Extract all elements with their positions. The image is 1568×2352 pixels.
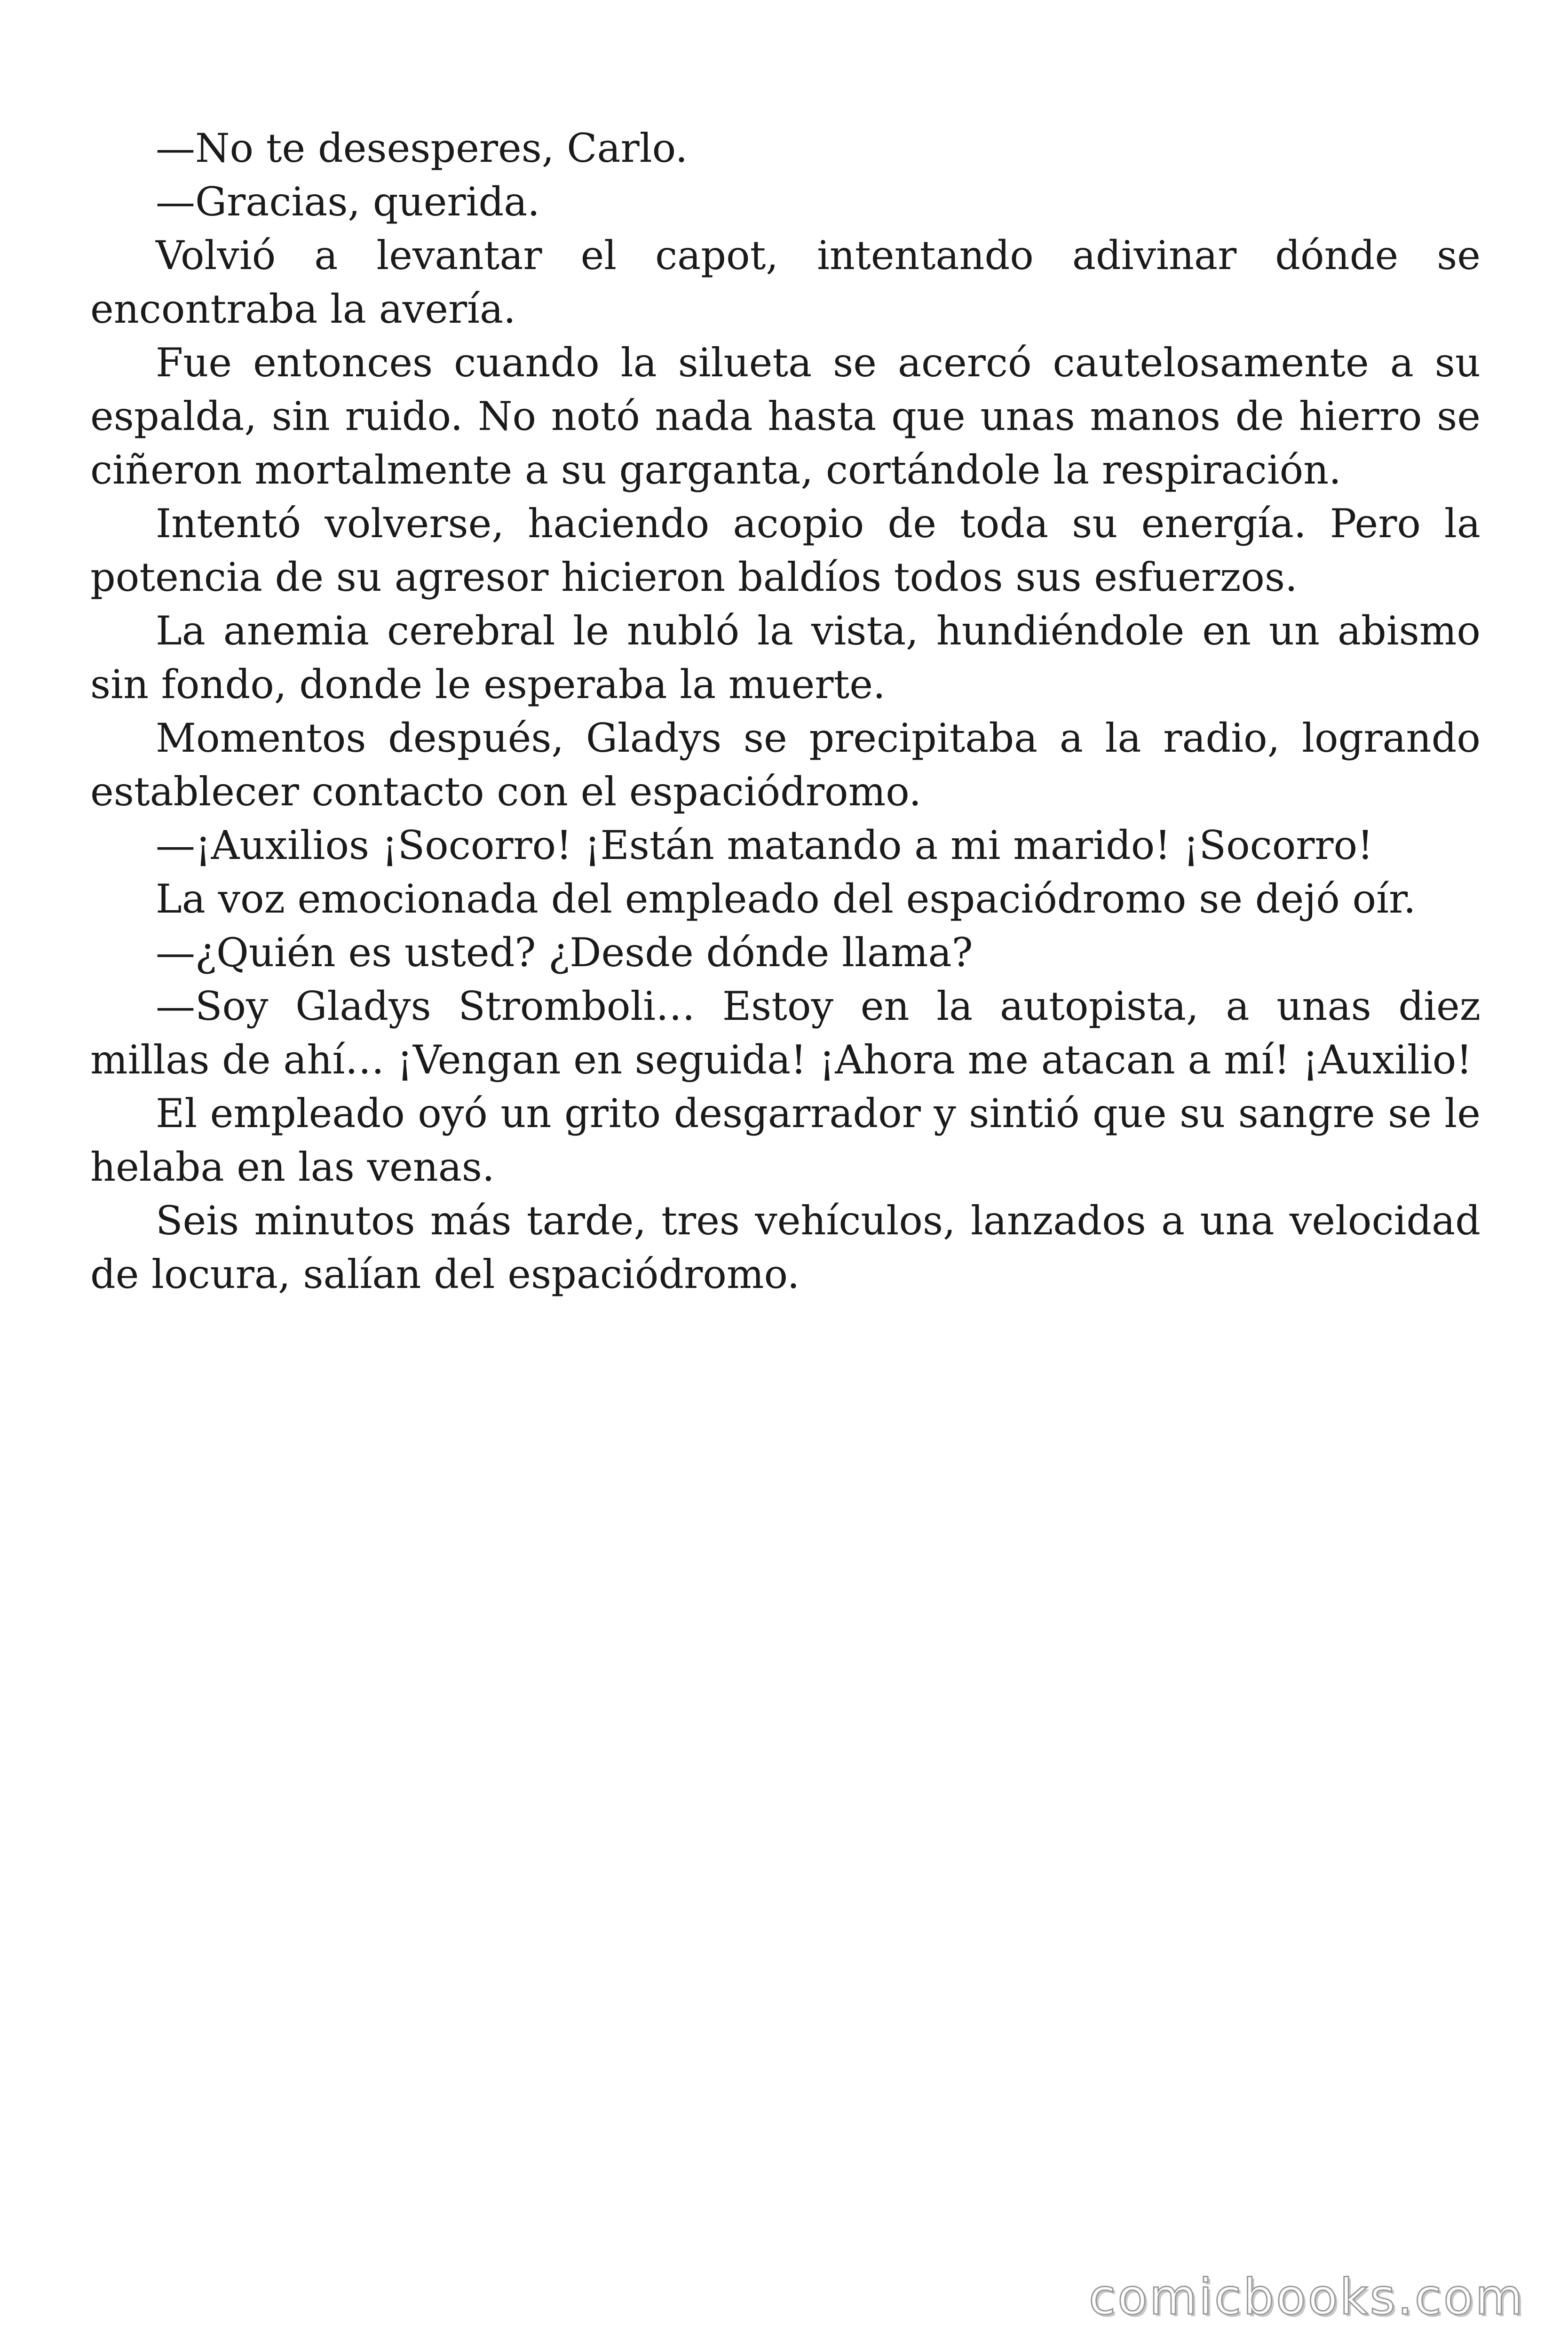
paragraph: —¡Auxilios ¡Socorro! ¡Están matando a mi marido! ¡Socorro! — [156, 822, 1373, 868]
paragraph: —Gracias, querida. — [156, 179, 540, 225]
paragraph: —No te desesperes, Carlo. — [156, 125, 688, 171]
paragraph: El empleado oyó un grito desgarrador y sintió que su sangre se le helaba en las venas. — [90, 1090, 1481, 1190]
paragraph: Momentos después, Gladys se precipitaba a la radio, logrando establecer contacto con el espaciódromo. — [90, 715, 1481, 815]
body-text — [90, 121, 1481, 1301]
watermark: comicbooks.com — [1088, 2268, 1525, 2326]
paragraph: —Soy Gladys Stromboli… Estoy en la autopista, a unas diez millas de ahí… ¡Vengan en seguida! ¡Ahora me atacan a mí! ¡Auxilio! — [90, 983, 1481, 1083]
paragraph: —¿Quién es usted? ¿Desde dónde llama? — [156, 930, 973, 976]
paragraph: La anemia cerebral le nubló la vista, hundiéndole en un abismo sin fondo, donde le esperaba la muerte. — [90, 608, 1481, 707]
paragraph: Fue entonces cuando la silueta se acercó cautelosamente a su espalda, sin ruido. No notó nada hasta que unas manos de hierro se ciñeron mortalmente a su garganta, cortándole la respiración. — [90, 340, 1481, 493]
paragraph: Seis minutos más tarde, tres vehículos, lanzados a una velocidad de locura, salían del espaciódromo. — [90, 1198, 1481, 1297]
paragraph: Volvió a levantar el capot, intentando adivinar dónde se encontraba la avería. — [90, 232, 1481, 332]
paragraph: La voz emocionada del empleado del espaciódromo se dejó oír. — [156, 876, 1416, 922]
paragraph: Intentó volverse, haciendo acopio de toda su energía. Pero la potencia de su agresor hicieron baldíos todos sus esfuerzos. — [90, 501, 1481, 600]
